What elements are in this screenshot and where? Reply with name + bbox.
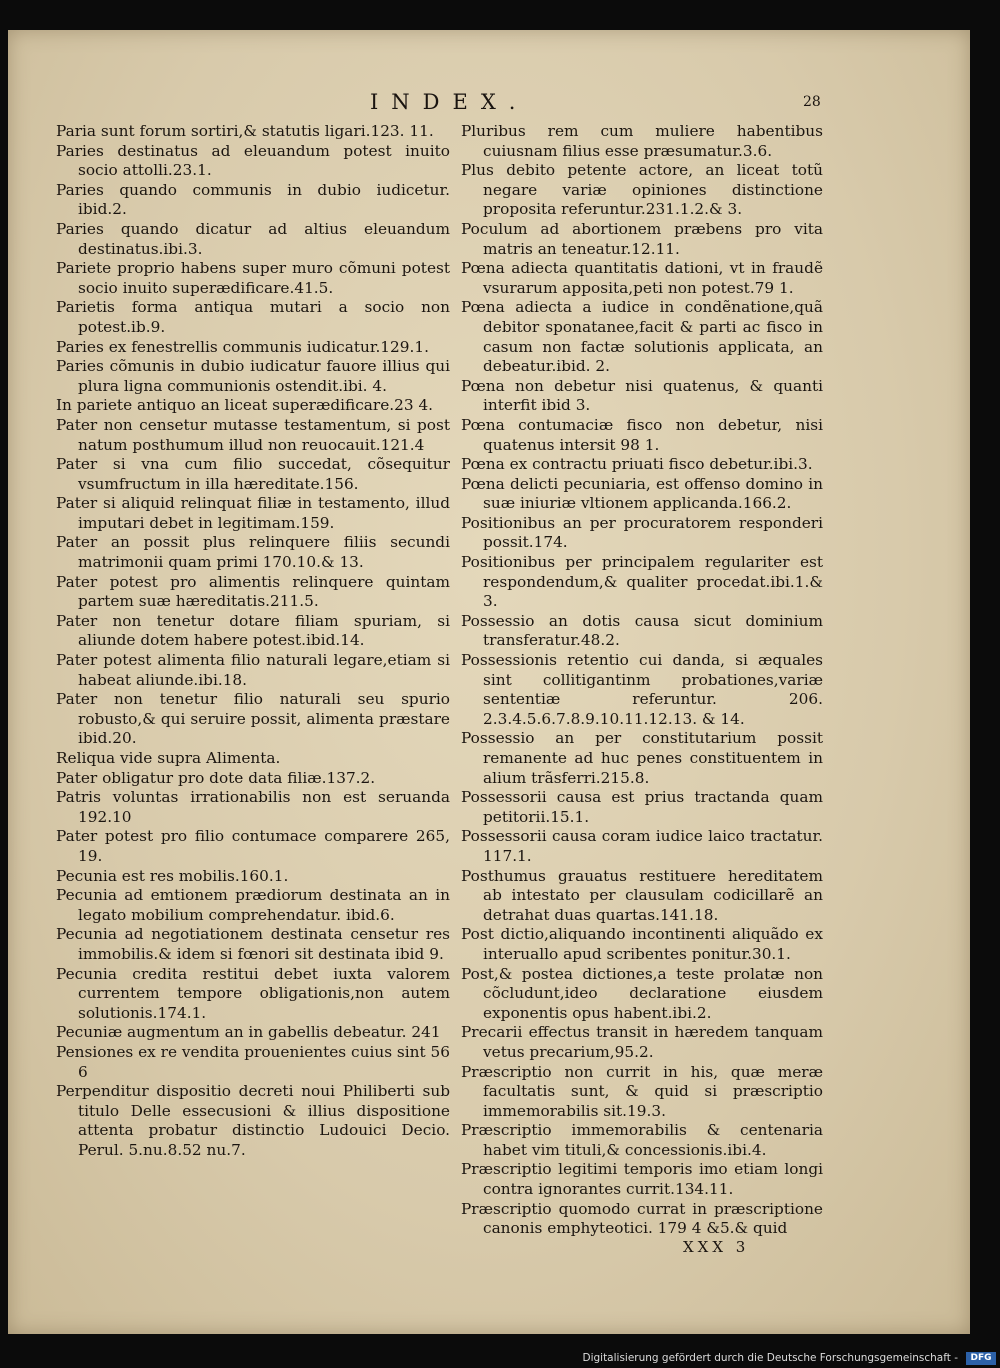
index-entry: Pater potest pro alimentis relinquere quintam partem suæ hæreditatis.211.5. bbox=[56, 572, 450, 611]
index-entry: Pluribus rem cum muliere habentibus cuiusnam filius esse præsumatur.3.6. bbox=[461, 122, 823, 160]
right-column bbox=[461, 122, 823, 1239]
index-entry: Possessorii causa coram iudice laico tractatur. 117.1. bbox=[461, 827, 823, 865]
index-entry: Possessio an per constitutarium possit remanente ad huc penes constituentem in alium trãsferri.215.8. bbox=[461, 729, 823, 787]
index-entry: Pœna ex contractu priuati fisco debetur.ibi.3. bbox=[461, 455, 813, 474]
index-entry: Pater si aliquid relinquat filiæ in testamento, illud imputari debet in legitimam.159. bbox=[56, 494, 450, 532]
index-entry: Pater obligatur pro dote data filiæ.137.2. bbox=[56, 768, 376, 787]
index-entry: Pecunia est res mobilis.160.1. bbox=[56, 866, 289, 885]
index-entry: Paries destinatus ad eleuandum potest inuito socio attolli.23.1. bbox=[56, 141, 450, 180]
index-entry: Positionibus per principalem regulariter est respondendum,& qualiter procedat.ibi.1.& 3. bbox=[461, 553, 823, 611]
index-entry: Parietis forma antiqua mutari a socio non potest.ib.9. bbox=[56, 298, 450, 336]
index-entry: Paries cõmunis in dubio iudicatur fauore illius qui plura ligna communionis ostendit.ibi. 4. bbox=[56, 357, 450, 395]
index-entry: Pœna adiecta a iudice in condẽnatione,quã debitor sponatanee,facit & parti ac fisco in casum non factæ solutionis applicata, an debeatur.ibid. 2. bbox=[461, 298, 823, 376]
index-entry: Pater non tenetur dotare filiam spuriam, si aliunde dotem habere potest.ibid.14. bbox=[56, 611, 450, 650]
index-entry: Plus debito petente actore, an liceat totũ negare variæ opiniones distinctione proposita referuntur.231.1.2.& 3. bbox=[461, 161, 823, 219]
index-entry: Posthumus grauatus restituere hereditatem ab intestato per clausulam codicillarẽ an detrahat duas quartas.141.18. bbox=[461, 866, 823, 924]
index-entry: Pater potest pro filio contumace comparere 265, 19. bbox=[56, 827, 450, 865]
index-entry: Pœna adiecta quantitatis dationi, vt in fraudẽ vsurarum apposita,peti non potest.79 1. bbox=[461, 259, 823, 297]
index-entry: In pariete antiquo an liceat superædificare.23 4. bbox=[56, 396, 434, 415]
index-entry: Paria sunt forum sortiri,& statutis ligari.123. 11. bbox=[56, 122, 434, 140]
index-entry: Possessio an dotis causa sicut dominium transferatur.48.2. bbox=[461, 611, 823, 650]
index-entry: Poculum ad abortionem præbens pro vita matris an teneatur.12.11. bbox=[461, 219, 823, 258]
index-entry: Præscriptio legitimi temporis imo etiam longi contra ignorantes currit.134.11. bbox=[461, 1160, 823, 1199]
index-entry: Pensiones ex re vendita prouenientes cuius sint 56 6 bbox=[56, 1042, 450, 1081]
index-entry: Paries quando dicatur ad altius eleuandum destinatus.ibi.3. bbox=[56, 219, 450, 258]
footer-bar bbox=[0, 1350, 1000, 1368]
index-entry: Præscriptio non currit in his, quæ meræ facultatis sunt, & quid si præscriptio immemorabilis sit.19.3. bbox=[461, 1062, 823, 1120]
index-title: INDEX. bbox=[370, 90, 529, 114]
index-entry: Post dictio,aliquando incontinenti aliquãdo ex interuallo apud scribentes ponitur.30.1. bbox=[461, 925, 823, 963]
index-entry: Pœna non debetur nisi quatenus, & quanti interfit ibid 3. bbox=[461, 376, 823, 415]
index-entry: Perpenditur dispositio decreti noui Philiberti sub titulo Delle essecusioni & illius dispositione attenta probatur distinctio Ludouici Decio. Perul. 5.nu.8.52 nu.7. bbox=[56, 1082, 450, 1159]
index-entry: Pater non censetur mutasse testamentum, si post natum posthumum illud non reuocauit.121.4 bbox=[56, 415, 450, 454]
left-column bbox=[56, 122, 450, 1160]
index-entry: Pœna delicti pecuniaria, est offenso domino in suæ iniuriæ vltionem applicanda.166.2. bbox=[461, 474, 823, 513]
index-entry: Præscriptio immemorabilis & centenaria habet vim tituli,& concessionis.ibi.4. bbox=[461, 1121, 823, 1159]
index-entry: Positionibus an per procuratorem responderi possit.174. bbox=[461, 513, 823, 552]
index-entry: Præscriptio quomodo currat in præscriptione canonis emphyteotici. 179 4 &5.& quid bbox=[461, 1199, 823, 1238]
index-entry: Pater an possit plus relinquere filiis secundi matrimonii quam primi 170.10.& 13. bbox=[56, 533, 450, 572]
index-entry: Pœna contumaciæ fisco non debetur, nisi quatenus intersit 98 1. bbox=[461, 415, 823, 454]
book-page bbox=[8, 30, 970, 1334]
index-entry: Possessionis retentio cui danda, si æquales sint collitigantinm probationes,variæ sententiæ referuntur. 206. 2.3.4.5.6.7.8.9.10.11.12.13. & 14. bbox=[461, 651, 823, 728]
index-entry: Reliqua vide supra Alimenta. bbox=[56, 749, 281, 767]
index-entry: Patris voluntas irrationabilis non est seruanda 192.10 bbox=[56, 788, 450, 826]
catchword-signature: XXX 3 bbox=[683, 1238, 750, 1256]
dfg-logo: DFG bbox=[966, 1352, 996, 1365]
index-entry: Pecunia ad negotiationem destinata censetur res immobilis.& idem si fœnori sit destinata ibid 9. bbox=[56, 925, 450, 963]
index-entry: Paries quando communis in dubio iudicetur. ibid.2. bbox=[56, 180, 450, 219]
index-entry: Post,& postea dictiones,a teste prolatæ non cõcludunt,ideo declaratione eiusdem exponentis opus habent.ibi.2. bbox=[461, 964, 823, 1022]
index-entry: Pater non tenetur filio naturali seu spurio robusto,& qui seruire possit, alimenta præstare ibid.20. bbox=[56, 690, 450, 748]
page-header bbox=[8, 90, 970, 114]
funding-notice: Digitalisierung gefördert durch die Deutsche Forschungsgemeinschaft - bbox=[582, 1352, 958, 1364]
page-number: 28 bbox=[803, 94, 821, 110]
index-entry: Pecuniæ augmentum an in gabellis debeatur. 241 bbox=[56, 1023, 441, 1042]
index-entry: Pariete proprio habens super muro cõmuni potest socio inuito superædificare.41.5. bbox=[56, 259, 450, 297]
index-entry: Possessorii causa est prius tractanda quam petitorii.15.1. bbox=[461, 788, 823, 826]
index-entry: Pecunia ad emtionem prædiorum destinata an in legato mobilium comprehendatur. ibid.6. bbox=[56, 886, 450, 924]
index-entry: Pecunia credita restitui debet iuxta valorem currentem tempore obligationis,non autem solutionis.174.1. bbox=[56, 964, 450, 1022]
index-entry: Pater si vna cum filio succedat, cõsequitur vsumfructum in illa hæreditate.156. bbox=[56, 455, 450, 493]
index-entry: Pater potest alimenta filio naturali legare,etiam si habeat aliunde.ibi.18. bbox=[56, 651, 450, 689]
index-entry: Paries ex fenestrellis communis iudicatur.129.1. bbox=[56, 337, 429, 356]
index-entry: Precarii effectus transit in hæredem tanquam vetus precarium,95.2. bbox=[461, 1023, 823, 1061]
